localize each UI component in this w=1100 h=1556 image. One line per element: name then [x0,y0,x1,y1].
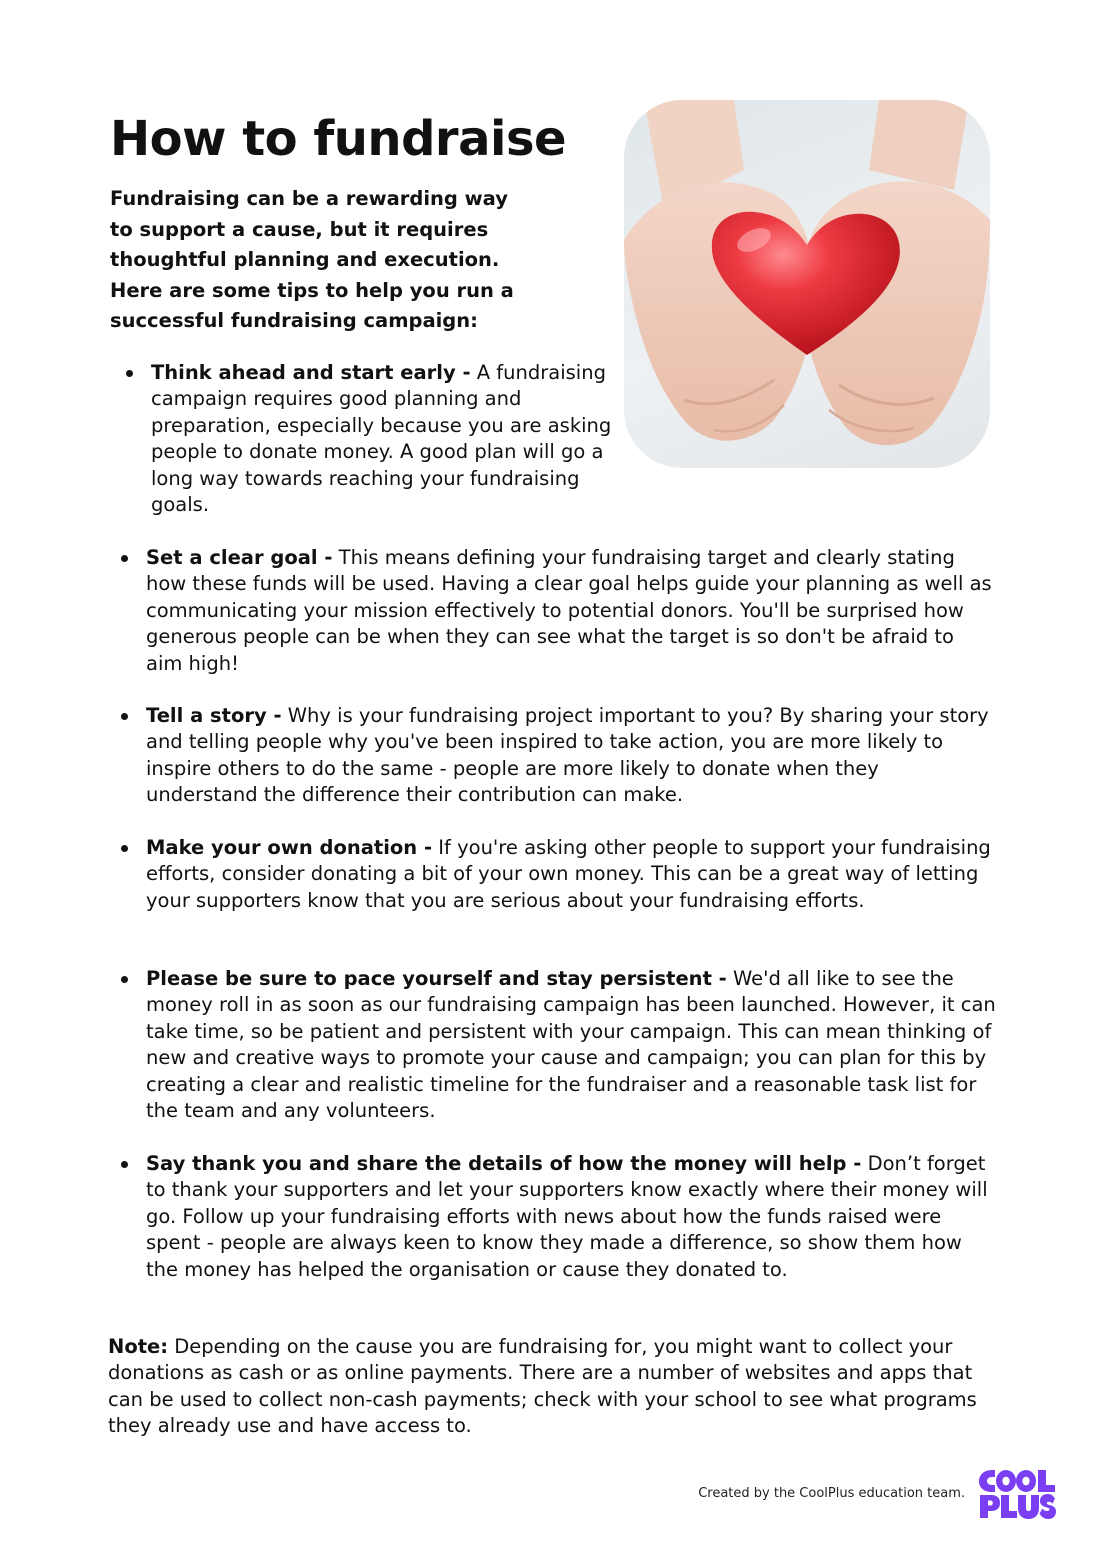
note-paragraph [108,1334,988,1440]
bullet-icon [126,370,133,377]
tip-lead: Make your own donation - [146,836,433,859]
tip-lead: Please be sure to pace yourself and stay persistent - [146,967,727,990]
tip-lead: Think ahead and start early - [151,361,471,384]
bullet-icon [121,555,128,562]
tip-body: Why is your fundraising project important to you? By sharing your story and telling people why you've been inspired to take action, you are more likely to inspire others to do the same - people are more likely to donate when they understand the difference their contribution can make. [146,704,989,807]
heart-in-hands-photo [624,100,990,468]
footer-credit: Created by the CoolPlus education team. [698,1486,965,1501]
note-lead: Note: [108,1335,169,1358]
list-item [146,966,996,1124]
list-item [151,360,621,518]
bullet-icon [121,713,128,720]
list-item [146,545,996,677]
page-title: How to fundraise [110,111,567,167]
coolplus-logo [978,1468,1056,1520]
tip-body: A fundraising campaign requires good planning and preparation, especially because you are asking people to donate money. A good plan will go a long way towards reaching your fundraising goals. [151,361,612,517]
tip-body: Don’t forget to thank your supporters and let your supporters know exactly where their money will go. Follow up your fundraising efforts with news about how the funds raised were spent - people are always keen to know they made a difference, so show them how the money has helped the organisation or cause they donated to. [146,1152,988,1281]
list-item [146,835,996,914]
list-item [146,703,996,809]
list-item [146,1151,996,1283]
bullet-icon [121,845,128,852]
intro-paragraph: Fundraising can be a rewarding way to support a cause, but it requires thoughtful planning and execution. Here are some tips to help you run a successful fundraising campaign: [110,187,514,333]
tip-lead: Tell a story - [146,704,282,727]
bullet-icon [121,1161,128,1168]
tip-body: If you're asking other people to support your fundraising efforts, consider donating a bit of your own money. This can be a great way of letting your supporters know that you are serious about your fundraising efforts. [146,836,991,912]
tip-lead: Set a clear goal - [146,546,333,569]
tip-body: We'd all like to see the money roll in as soon as our fundraising campaign has been launched. However, it can take time, so be patient and persistent with your campaign. This can mean thinking of new and creative ways to promote your cause and campaign; you can plan for this by creating a clear and realistic timeline for the fundraiser and a reasonable task list for the team and any volunteers. [146,967,996,1123]
tip-body: This means defining your fundraising target and clearly stating how these funds will be used. Having a clear goal helps guide your planning as well as communicating your mission effectively to potential donors. You'll be surprised how generous people can be when they can see what the target is so don't be afraid to aim high! [146,546,992,675]
tip-lead: Say thank you and share the details of how the money will help - [146,1152,862,1175]
note-body: Depending on the cause you are fundraising for, you might want to collect your donations as cash or as online payments. There are a number of websites and apps that can be used to collect non-cash payments; check with your school to see what programs they already use and have access to. [108,1335,977,1438]
bullet-icon [121,976,128,983]
